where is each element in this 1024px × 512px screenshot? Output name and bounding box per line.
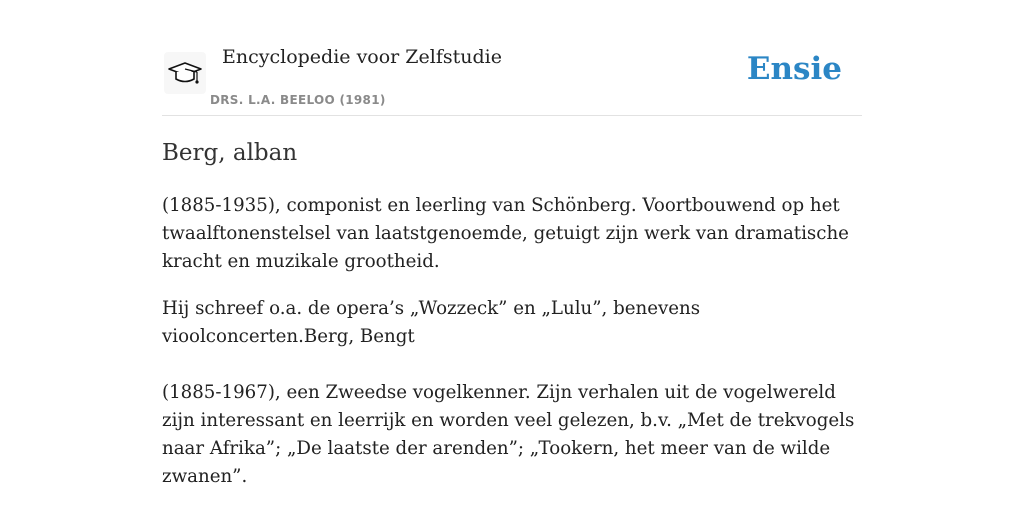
- page-header: [162, 40, 862, 116]
- graduation-cap-icon[interactable]: [164, 52, 206, 94]
- ensie-logo[interactable]: Ensie: [746, 51, 842, 87]
- publication-title[interactable]: Encyclopedie voor Zelfstudie: [222, 46, 502, 68]
- entry-paragraph: (1885-1935), componist en leerling van Schönberg. Voortbouwend op het twaalftonenstelsel van laatstgenoemde, getuigt zijn werk van dramatische kracht en muzikale grootheid.: [162, 195, 849, 272]
- entry-title: Berg, alban: [162, 140, 298, 166]
- entry-paragraph: Hij schreef o.a. de opera’s „Wozzeck” en „Lulu”, benevens vioolconcerten.Berg, Bengt: [162, 298, 701, 347]
- entry-body: [162, 192, 862, 491]
- entry-paragraph: (1885-1967), een Zweedse vogelkenner. Zijn verhalen uit de vogelwereld zijn interessant en leerrijk en worden veel gelezen, b.v. „Met de trekvogels naar Afrika”; „De laatste der arenden”; „Tookern, het meer van de wilde zwanen”.: [162, 382, 855, 487]
- publication-author: DRS. L.A. BEELOO (1981): [210, 93, 386, 107]
